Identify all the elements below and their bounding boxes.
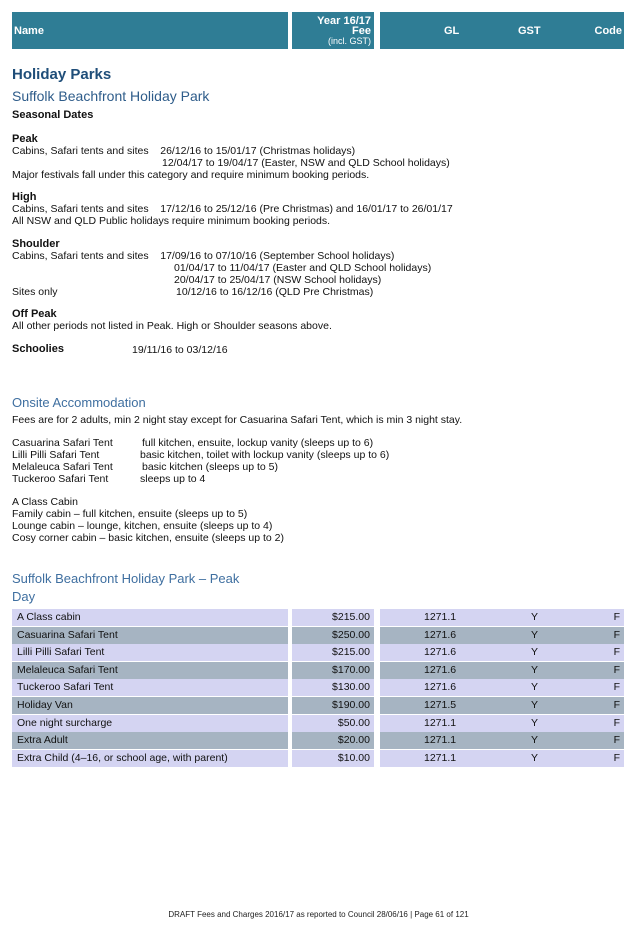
peak-line-2: 12/04/17 to 19/04/17 (Easter, NSW and QLD School holidays) [162,157,450,169]
row-code: F [613,716,620,729]
row-gst: Y [531,734,539,747]
fee-header-gst-note: (incl. GST) [327,36,371,46]
table-row [12,644,624,661]
row-gl: 1271.1 [424,734,457,747]
cabins-title: A Class Cabin [12,496,78,508]
table-row [12,732,624,749]
row-name: Extra Child (4–16, or school age, with parent) [17,751,228,764]
codes-cell [380,732,624,749]
codes-cell [380,627,624,644]
codes-cell [380,662,624,679]
tent-desc: basic kitchen (sleeps up to 5) [142,461,278,473]
row-gst: Y [531,751,539,764]
name-cell [12,750,288,767]
peak-label: Peak [12,133,38,145]
schoolies-value: 19/11/16 to 03/12/16 [132,344,228,356]
row-gst: Y [531,628,539,641]
table-row [12,715,624,732]
name-cell [12,715,288,732]
row-gl: 1271.6 [424,628,457,641]
name-cell [12,732,288,749]
column-header-gst: GST [518,25,541,37]
row-name: Melaleuca Safari Tent [17,663,118,676]
row-code: F [613,751,620,764]
high-label: High [12,191,37,203]
row-fee: $50.00 [337,716,370,729]
row-name: Holiday Van [17,699,73,711]
tent-name: Casuarina Safari Tent [12,437,113,449]
row-gst: Y [531,663,539,676]
fee-cell [292,679,374,696]
column-header-name [12,12,288,49]
codes-cell [380,679,624,696]
fee-cell [292,644,374,661]
shoulder-line-2: 01/04/17 to 11/04/17 (Easter and QLD School holidays) [174,262,432,274]
row-gst: Y [531,716,539,729]
row-fee: $215.00 [332,646,370,659]
peak-table-subheading: Day [12,589,36,604]
fee-cell [292,609,374,626]
fee-cell [292,627,374,644]
row-name: Extra Adult [17,734,68,747]
row-gst: Y [531,646,539,659]
column-header-code: Code [594,25,622,37]
column-header-fee [292,12,374,49]
codes-cell [380,715,624,732]
codes-cell [380,697,624,714]
fee-header-fee: Fee [352,25,371,37]
row-gl: 1271.6 [424,663,457,676]
fee-cell [292,715,374,732]
row-code: F [613,663,620,676]
tent-name: Melaleuca Safari Tent [12,461,113,473]
cabin-item: Family cabin – full kitchen, ensuite (sleeps up to 5) [12,508,248,520]
high-line-2: All NSW and QLD Public holidays require minimum booking periods. [12,215,331,227]
codes-cell [380,750,624,767]
row-code: F [613,699,620,711]
row-fee: $215.00 [332,611,370,623]
row-name: Tuckeroo Safari Tent [17,681,114,694]
shoulder-sites-only-label: Sites only [12,286,58,298]
table-row [12,750,624,767]
row-gl: 1271.5 [424,699,457,711]
codes-cell [380,644,624,661]
tent-name: Lilli Pilli Safari Tent [12,449,100,461]
name-cell [12,697,288,714]
row-name: A Class cabin [17,611,81,623]
row-gl: 1271.1 [424,716,457,729]
column-header-gl: GL [444,25,460,37]
fee-cell [292,750,374,767]
shoulder-sites-only-value: 10/12/16 to 16/12/16 (QLD Pre Christmas) [176,286,374,298]
row-gl: 1271.6 [424,681,457,694]
name-cell [12,662,288,679]
table-row [12,609,624,626]
row-fee: $170.00 [332,663,370,676]
park-name: Suffolk Beachfront Holiday Park [12,88,210,104]
row-fee: $190.00 [332,699,370,711]
row-gst: Y [531,611,539,623]
row-name: Lilli Pilli Safari Tent [17,646,105,659]
name-cell [12,644,288,661]
peak-table-heading: Suffolk Beachfront Holiday Park – Peak [12,571,240,586]
codes-cell [380,609,624,626]
shoulder-label: Shoulder [12,238,60,250]
row-gst: Y [531,699,539,711]
tent-desc: full kitchen, ensuite, lockup vanity (sleeps up to 6) [142,437,374,449]
fee-cell [292,697,374,714]
high-line-1: Cabins, Safari tents and sites 17/12/16 to 25/12/16 (Pre Christmas) and 16/01/17 to 26/01/17 [12,203,453,215]
off-peak-line-1: All other periods not listed in Peak. High or Shoulder seasons above. [12,320,332,332]
name-cell [12,627,288,644]
name-cell [12,679,288,696]
fee-cell [292,662,374,679]
peak-line-3: Major festivals fall under this category and require minimum booking periods. [12,169,370,181]
row-code: F [613,628,620,641]
onsite-intro: Fees are for 2 adults, min 2 night stay except for Casuarina Safari Tent, which is min 3 night stay. [12,414,463,426]
table-row [12,662,624,679]
row-fee: $250.00 [332,628,370,641]
tent-name: Tuckeroo Safari Tent [12,473,109,485]
table-row [12,627,624,644]
off-peak-label: Off Peak [12,308,57,320]
row-code: F [613,646,620,659]
table-row [12,679,624,696]
page-footer: DRAFT Fees and Charges 2016/17 as reported to Council 28/06/16 | Page 61 of 121 [168,910,469,919]
row-gl: 1271.6 [424,646,457,659]
row-code: F [613,681,620,694]
peak-line-1: Cabins, Safari tents and sites 26/12/16 to 15/01/17 (Christmas holidays) [12,145,356,157]
row-code: F [613,611,620,623]
row-fee: $10.00 [337,751,370,764]
row-fee: $20.00 [337,734,370,747]
cabin-item: Lounge cabin – lounge, kitchen, ensuite (sleeps up to 4) [12,520,273,532]
row-name: Casuarina Safari Tent [17,628,118,641]
fee-cell [292,732,374,749]
row-gl: 1271.1 [424,611,457,623]
column-header-name-label: Name [14,25,44,37]
table-row [12,697,624,714]
row-gl: 1271.1 [424,751,457,764]
seasonal-dates-heading: Seasonal Dates [12,109,94,121]
shoulder-line-3: 20/04/17 to 25/04/17 (NSW School holidays) [174,274,382,286]
row-fee: $130.00 [332,681,370,694]
name-cell [12,609,288,626]
column-header-codes [380,12,624,49]
page-title: Holiday Parks [12,66,112,83]
schoolies-label: Schoolies [12,343,64,355]
fee-header-year: Year 16/17 [317,15,371,27]
tent-desc: basic kitchen, toilet with lockup vanity (sleeps up to 6) [140,449,390,461]
onsite-heading: Onsite Accommodation [12,395,146,410]
row-code: F [613,734,620,747]
cabin-item: Cosy corner cabin – basic kitchen, ensuite (sleeps up to 2) [12,532,284,544]
row-gst: Y [531,681,539,694]
row-name: One night surcharge [17,716,113,729]
shoulder-line-1: Cabins, Safari tents and sites 17/09/16 to 07/10/16 (September School holidays) [12,250,395,262]
tent-desc: sleeps up to 4 [140,473,206,485]
